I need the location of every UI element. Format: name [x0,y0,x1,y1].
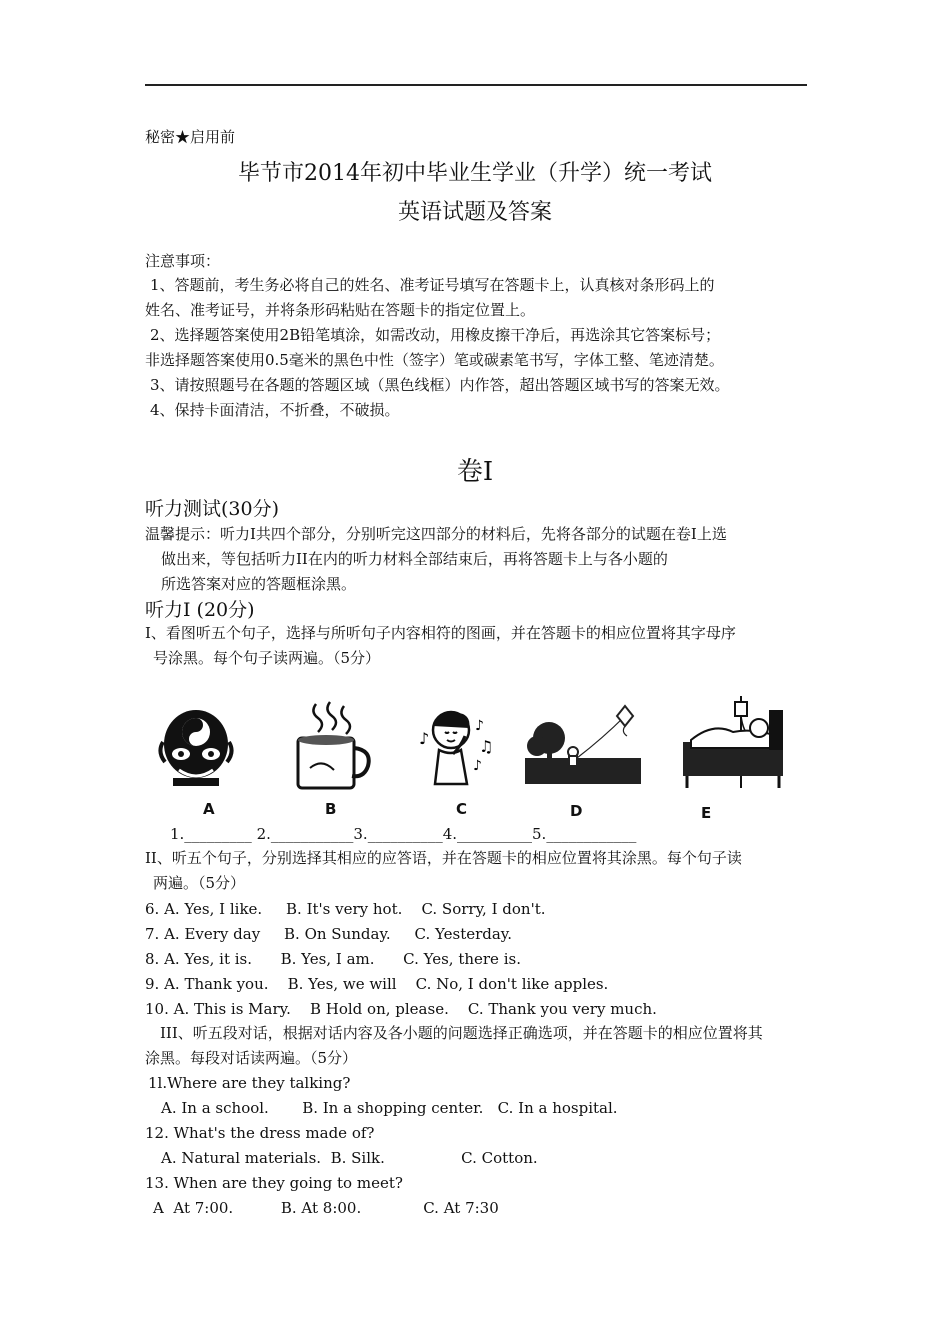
listening-tip-line: 温馨提示：听力I共四个部分，分别听完这四部分的材料后，先将各部分的试题在卷I上选 [145,525,727,543]
hot-cup-icon [288,698,378,793]
opera-mask-icon [151,702,241,792]
notes-heading: 注意事项： [145,252,221,270]
part1-title: 听力I (20分) [145,599,255,621]
question-line: 13. When are they going to meet? [145,1174,403,1192]
confidential-label: 秘密★启用前 [145,128,236,146]
picture-label: B [325,800,337,818]
section1-instruction: 号涂黑。每个句子读两遍。（5分） [153,649,381,667]
notes-line: 3、请按照题号在各题的答题区域（黑色线框）内作答，超出答题区域书写的答案无效。 [150,376,730,394]
question-item: 7. A. Every day B. On Sunday. C. Yesterday. [145,925,513,943]
question-item: 9. A. Thank you. B. Yes, we will C. No, I don't like apples. [145,975,609,993]
notes-line: 非选择题答案使用0.5毫米的黑色中性（签字）笔或碳素笔书写，字体工整、笔迹清楚。 [145,351,724,369]
section3-instruction: 涂黑。每段对话读两遍。（5分） [145,1049,358,1067]
question-line: A At 7:00. B. At 8:00. C. At 7:30 [153,1199,499,1217]
svg-text:♪: ♪ [475,718,484,734]
top-rule [145,84,807,86]
listening-tip-line: 所选答案对应的答题框涂黑。 [161,575,357,593]
question-item: 10. A. This is Mary. B Hold on, please. C. Thank you very much. [145,1000,657,1018]
question-line: 12. What's the dress made of? [145,1124,375,1142]
section2-instruction: II、听五个句子，分别选择其相应的应答语，并在答题卡的相应位置将其涂黑。每个句子读 [145,849,742,867]
exam-title: 毕节市2014年初中毕业生学业（升学）统一考试 [238,161,712,186]
svg-text:♪: ♪ [473,758,482,774]
question-item: 8. A. Yes, it is. B. Yes, I am. C. Yes, there is. [145,950,521,968]
question-line: 1l.Where are they talking? [148,1074,351,1092]
question-item: 6. A. Yes, I like. B. It's very hot. C. Sorry, I don't. [145,900,546,918]
exam-subtitle: 英语试题及答案 [397,200,552,225]
picture-row [143,690,803,830]
section3-instruction: III、听五段对话，根据对话内容及各小题的问题选择正确选项，并在答题卡的相应位置将其 [160,1024,763,1042]
picture-label: A [203,800,215,818]
kite-park-icon [523,698,643,788]
volume-heading: 卷I [456,457,494,487]
answer-blanks: 1._________ 2.___________3.__________4.__________5.____________ [170,825,637,843]
question-line: A. In a school. B. In a shopping center. C. In a hospital. [161,1099,618,1117]
svg-text:♪: ♪ [419,729,430,748]
notes-line: 姓名、准考证号，并将条形码粘贴在答题卡的指定位置上。 [145,301,536,319]
picture-label: C [456,800,468,818]
notes-line: 1、答题前，考生务必将自己的姓名、准考证号填写在答题卡上，认真核对条形码上的 [150,276,715,294]
notes-line: 4、保持卡面清洁，不折叠，不破损。 [150,401,400,419]
listening-music-icon [413,700,503,790]
listening-title: 听力测试(30分) [145,498,280,520]
section1-instruction: I、看图听五个句子，选择与所听句子内容相符的图画，并在答题卡的相应位置将其字母序 [145,624,736,642]
notes-line: 2、选择题答案使用2B铅笔填涂，如需改动，用橡皮擦干净后，再选涂其它答案标号； [150,326,721,344]
question-line: A. Natural materials. B. Silk. C. Cotton. [161,1149,538,1167]
listening-tip-line: 做出来，等包括听力II在内的听力材料全部结束后，再将答题卡上与各小题的 [161,550,668,568]
picture-label: D [570,802,583,820]
svg-text:♫: ♫ [479,737,494,756]
hospital-bed-icon [673,692,793,792]
section2-instruction: 两遍。（5分） [153,874,246,892]
picture-label: E [701,804,712,822]
